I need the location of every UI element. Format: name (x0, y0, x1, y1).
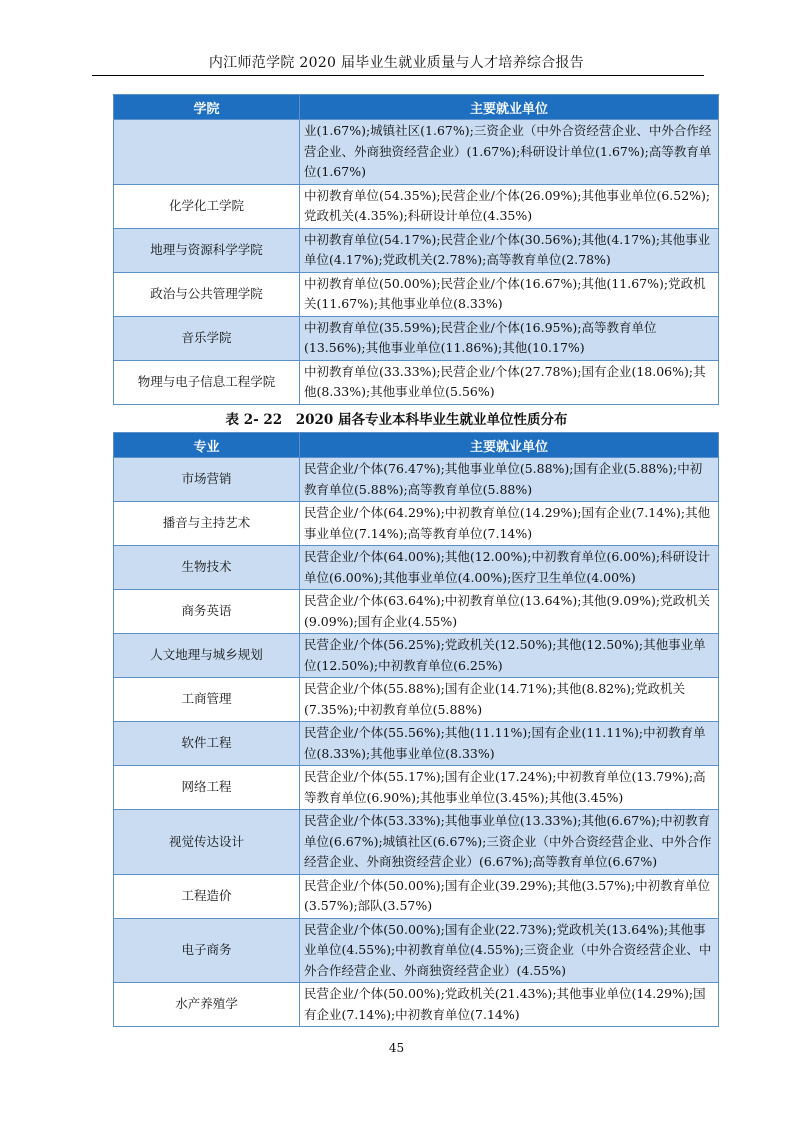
table-row (114, 502, 719, 546)
table-row (114, 766, 719, 810)
major-name: 市场营销 (114, 458, 300, 502)
college-name: 地理与资源科学学院 (114, 228, 300, 272)
table-row (114, 810, 719, 875)
major-name: 商务英语 (114, 590, 300, 634)
table-row (114, 590, 719, 634)
college-name: 音乐学院 (114, 316, 300, 360)
column-header-college: 学院 (114, 95, 300, 120)
employment-units: 民营企业/个体(55.17%);国有企业(17.24%);中初教育单位(13.79%);高等教育单位(6.90%);其他事业单位(3.45%);其他(3.45%) (300, 766, 719, 810)
table-row (114, 918, 719, 983)
table-row (114, 184, 719, 228)
table-row (114, 458, 719, 502)
employment-units: 民营企业/个体(63.64%);中初教育单位(13.64%);其他(9.09%);党政机关(9.09%);国有企业(4.55%) (300, 590, 719, 634)
major-name: 视觉传达设计 (114, 810, 300, 875)
table-row (114, 546, 719, 590)
table-row (114, 634, 719, 678)
table-row (114, 228, 719, 272)
column-header-major: 专业 (114, 433, 300, 458)
employment-units: 民营企业/个体(50.00%);党政机关(21.43%);其他事业单位(14.29%);国有企业(7.14%);中初教育单位(7.14%) (300, 983, 719, 1027)
column-header-units: 主要就业单位 (300, 433, 719, 458)
employment-units: 中初教育单位(35.59%);民营企业/个体(16.95%);高等教育单位(13.56%);其他事业单位(11.86%);其他(10.17%) (300, 316, 719, 360)
major-name: 播音与主持艺术 (114, 502, 300, 546)
table-row (114, 316, 719, 360)
major-name: 电子商务 (114, 918, 300, 983)
table-row (114, 360, 719, 404)
table-header-row (114, 433, 719, 458)
employment-units: 业(1.67%);城镇社区(1.67%);三资企业（中外合资经营企业、中外合作经营企业、外商独资经营企业）(1.67%);科研设计单位(1.67%);高等教育单位(1.67%) (300, 120, 719, 185)
page-number: 45 (388, 1041, 405, 1055)
major-name: 网络工程 (114, 766, 300, 810)
college-name: 政治与公共管理学院 (114, 272, 300, 316)
college-name: 化学化工学院 (114, 184, 300, 228)
employment-units: 民营企业/个体(56.25%);党政机关(12.50%);其他(12.50%);其他事业单位(12.50%);中初教育单位(6.25%) (300, 634, 719, 678)
employment-units: 中初教育单位(50.00%);民营企业/个体(16.67%);其他(11.67%);党政机关(11.67%);其他事业单位(8.33%) (300, 272, 719, 316)
table-header-row (114, 95, 719, 120)
major-name: 生物技术 (114, 546, 300, 590)
header-rule (92, 75, 704, 76)
employment-units: 民营企业/个体(76.47%);其他事业单位(5.88%);国有企业(5.88%);中初教育单位(5.88%);高等教育单位(5.88%) (300, 458, 719, 502)
employment-units: 民营企业/个体(64.29%);中初教育单位(14.29%);国有企业(7.14%);其他事业单位(7.14%);高等教育单位(7.14%) (300, 502, 719, 546)
page-header-title: 内江师范学院 2020 届毕业生就业质量与人才培养综合报告 (208, 55, 585, 71)
college-name (114, 120, 300, 185)
table-caption: 表 2- 22 2020 届各专业本科毕业生就业单位性质分布 (225, 412, 568, 428)
major-name: 工程造价 (114, 874, 300, 918)
table-row (114, 874, 719, 918)
table-row (114, 120, 719, 185)
table-row (114, 272, 719, 316)
table-row (114, 983, 719, 1027)
employment-units: 中初教育单位(54.17%);民营企业/个体(30.56%);其他(4.17%);其他事业单位(4.17%);党政机关(2.78%);高等教育单位(2.78%) (300, 228, 719, 272)
employment-units: 中初教育单位(33.33%);民营企业/个体(27.78%);国有企业(18.06%);其他(8.33%);其他事业单位(5.56%) (300, 360, 719, 404)
major-employment-table (113, 432, 719, 1027)
employment-units: 民营企业/个体(50.00%);国有企业(39.29%);其他(3.57%);中初教育单位(3.57%);部队(3.57%) (300, 874, 719, 918)
table-row (114, 722, 719, 766)
major-name: 水产养殖学 (114, 983, 300, 1027)
employment-units: 民营企业/个体(64.00%);其他(12.00%);中初教育单位(6.00%);科研设计单位(6.00%);其他事业单位(4.00%);医疗卫生单位(4.00%) (300, 546, 719, 590)
employment-units: 民营企业/个体(55.88%);国有企业(14.71%);其他(8.82%);党政机关(7.35%);中初教育单位(5.88%) (300, 678, 719, 722)
major-name: 人文地理与城乡规划 (114, 634, 300, 678)
employment-units: 民营企业/个体(50.00%);国有企业(22.73%);党政机关(13.64%);其他事业单位(4.55%);中初教育单位(4.55%);三资企业（中外合资经营企业、中外合作经营企业、外商独资经营企业）(4.55%) (300, 918, 719, 983)
employment-units: 民营企业/个体(53.33%);其他事业单位(13.33%);其他(6.67%);中初教育单位(6.67%);城镇社区(6.67%);三资企业（中外合资经营企业、中外合作经营企业、外商独资经营企业）(6.67%);高等教育单位(6.67%) (300, 810, 719, 875)
table-row (114, 678, 719, 722)
major-name: 软件工程 (114, 722, 300, 766)
college-employment-table (113, 94, 719, 405)
major-name: 工商管理 (114, 678, 300, 722)
employment-units: 中初教育单位(54.35%);民营企业/个体(26.09%);其他事业单位(6.52%);党政机关(4.35%);科研设计单位(4.35%) (300, 184, 719, 228)
college-name: 物理与电子信息工程学院 (114, 360, 300, 404)
column-header-units: 主要就业单位 (300, 95, 719, 120)
employment-units: 民营企业/个体(55.56%);其他(11.11%);国有企业(11.11%);中初教育单位(8.33%);其他事业单位(8.33%) (300, 722, 719, 766)
